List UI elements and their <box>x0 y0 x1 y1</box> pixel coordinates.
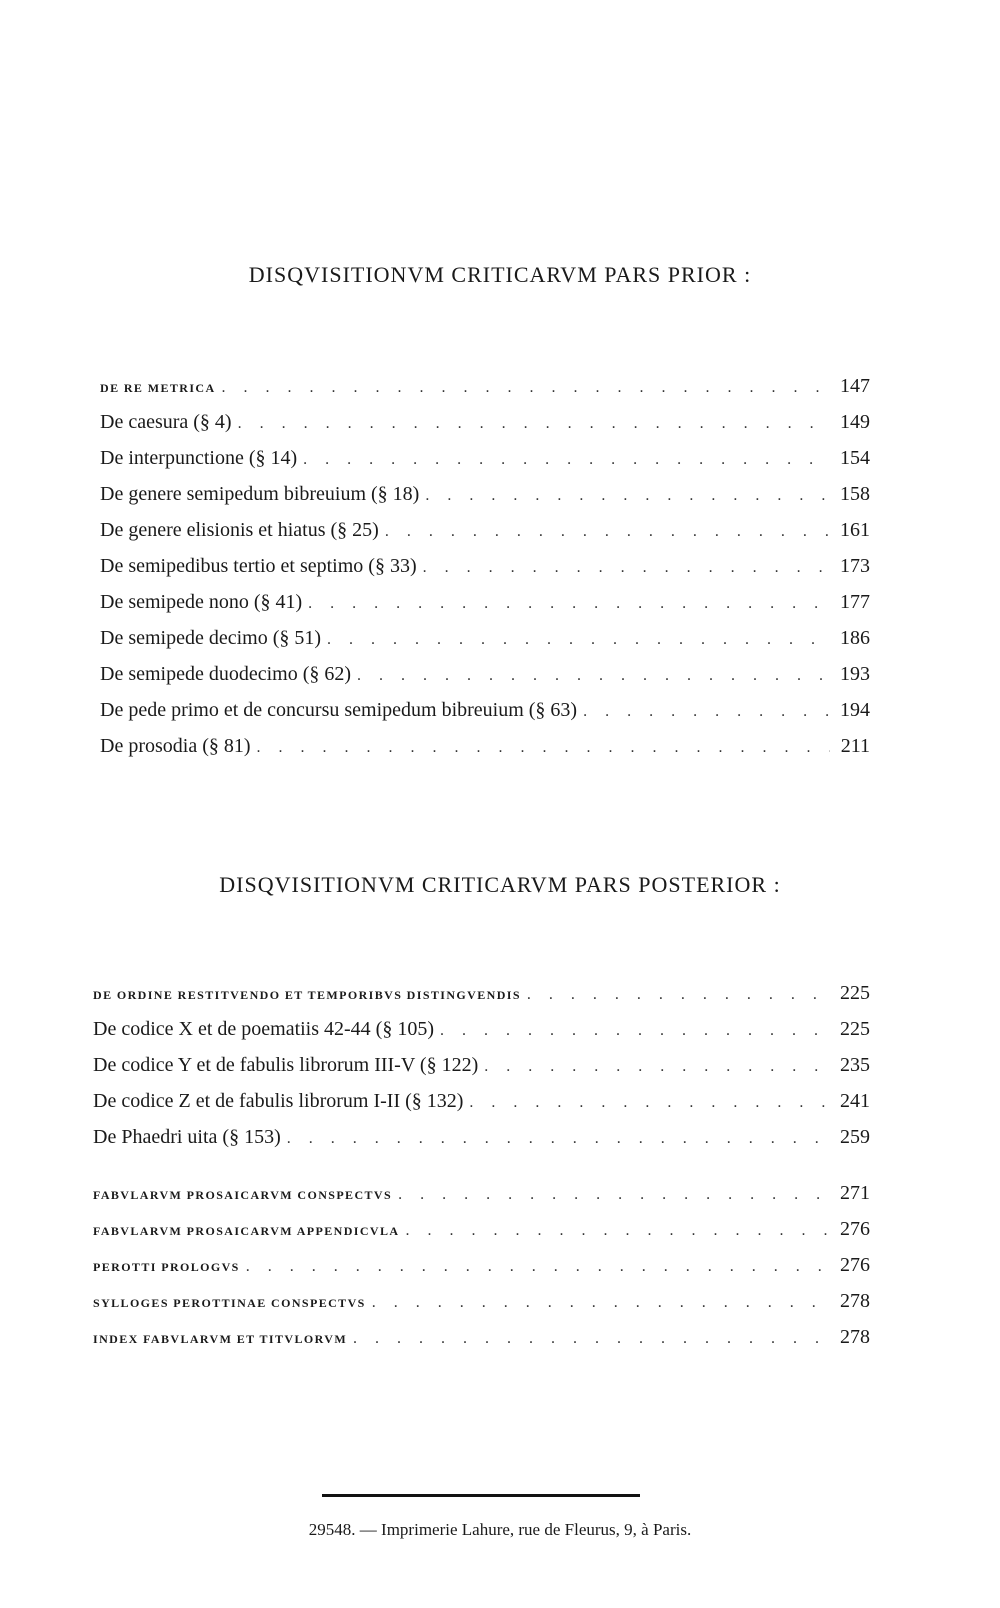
toc-entry <box>93 1011 870 1047</box>
toc-entry-title: De semipede nono (§ 41) <box>100 591 303 613</box>
toc-entry-title: De pede primo et de concursu semipedum bibreuium (§ 63) <box>100 699 578 721</box>
toc-entry-page: 158 <box>840 483 870 505</box>
toc-entry <box>100 440 870 476</box>
toc-part-prior <box>100 368 870 764</box>
toc-entry-page: 276 <box>840 1218 870 1240</box>
toc-entry <box>100 548 870 584</box>
toc-entry <box>93 1083 870 1119</box>
toc-entry-page: 147 <box>840 375 870 397</box>
part-posterior-heading: DISQVISITIONVM CRITICARVM PARS POSTERIOR : <box>219 872 781 897</box>
footer-rule <box>322 1494 640 1497</box>
toc-entry <box>93 1211 870 1247</box>
dot-leader <box>469 1085 830 1121</box>
dot-leader <box>287 1121 830 1157</box>
toc-entry-title: De codice Z et de fabulis librorum I-II (§ 132) <box>93 1090 464 1112</box>
toc-entry-title: De codice X et de poematiis 42-44 (§ 105) <box>93 1018 435 1040</box>
toc-entry-page: 278 <box>840 1326 870 1348</box>
toc-entry-page: 149 <box>840 411 870 433</box>
toc-entry-title: De semipede decimo (§ 51) <box>100 627 322 649</box>
dot-leader <box>238 406 830 442</box>
toc-entry-title: De semipede duodecimo (§ 62) <box>100 663 352 685</box>
toc-entry-page: 177 <box>840 591 870 613</box>
toc-entry-page: 225 <box>840 982 870 1004</box>
toc-entry <box>100 512 870 548</box>
toc-entry-page: 271 <box>840 1182 870 1204</box>
toc-entry <box>93 1175 870 1211</box>
dot-leader <box>398 1177 830 1213</box>
toc-entry <box>100 692 870 728</box>
toc-appendix <box>93 1175 870 1355</box>
dot-leader <box>222 370 830 406</box>
toc-entry-title: DE ORDINE RESTITVENDO ET TEMPORIBVS DISTINGVENDIS <box>93 988 521 1002</box>
dot-leader <box>357 658 830 694</box>
toc-entry <box>100 476 870 512</box>
dot-leader <box>303 442 830 478</box>
toc-entry-title: SYLLOGES PEROTTINAE CONSPECTVS <box>93 1296 366 1310</box>
dot-leader <box>327 622 830 658</box>
dot-leader <box>385 514 830 550</box>
toc-entry-page: 154 <box>840 447 870 469</box>
toc-entry <box>100 584 870 620</box>
toc-entry-title: INDEX FABVLARVM ET TITVLORVM <box>93 1332 348 1346</box>
toc-entry-title: De interpunctione (§ 14) <box>100 447 298 469</box>
dot-leader <box>405 1213 830 1249</box>
dot-leader <box>353 1321 830 1357</box>
toc-entry-page: 173 <box>840 555 870 577</box>
toc-entry <box>100 404 870 440</box>
toc-entry-page: 194 <box>840 699 870 721</box>
dot-leader <box>257 730 830 766</box>
toc-entry-page: 161 <box>840 519 870 541</box>
toc-entry-title: De Phaedri uita (§ 153) <box>93 1126 281 1148</box>
toc-entry-page: 235 <box>840 1054 870 1076</box>
dot-leader <box>308 586 830 622</box>
toc-entry <box>93 1247 870 1283</box>
toc-entry-title: FABVLARVM PROSAICARVM CONSPECTVS <box>93 1188 393 1202</box>
toc-entry-title: DE RE METRICA <box>100 381 216 395</box>
toc-entry-title: FABVLARVM PROSAICARVM APPENDICVLA <box>93 1224 400 1238</box>
toc-entry-page: 241 <box>840 1090 870 1112</box>
toc-entry <box>93 1119 870 1155</box>
toc-entry-page: 278 <box>840 1290 870 1312</box>
toc-entry <box>93 1283 870 1319</box>
dot-leader <box>484 1049 830 1085</box>
toc-entry <box>100 656 870 692</box>
toc-part-posterior <box>93 975 870 1155</box>
toc-entry-title: De codice Y et de fabulis librorum III-V (§ 122) <box>93 1054 479 1076</box>
toc-entry <box>100 728 870 764</box>
toc-entry <box>93 975 870 1011</box>
toc-entry-page: 211 <box>840 735 870 757</box>
printer-imprint: 29548. — Imprimerie Lahure, rue de Fleurus, 9, à Paris. <box>308 1520 692 1539</box>
dot-leader <box>423 550 830 586</box>
toc-entry-page: 193 <box>840 663 870 685</box>
toc-entry <box>93 1319 870 1355</box>
dot-leader <box>372 1285 830 1321</box>
dot-leader <box>425 478 830 514</box>
dot-leader <box>440 1013 830 1049</box>
toc-entry-page: 259 <box>840 1126 870 1148</box>
part-prior-heading: DISQVISITIONVM CRITICARVM PARS PRIOR : <box>248 262 752 287</box>
toc-entry <box>100 368 870 404</box>
toc-entry-title: De genere semipedum bibreuium (§ 18) <box>100 483 420 505</box>
toc-entry-title: De caesura (§ 4) <box>100 411 232 433</box>
toc-entry <box>93 1047 870 1083</box>
dot-leader <box>583 694 830 730</box>
toc-entry-title: De genere elisionis et hiatus (§ 25) <box>100 519 379 541</box>
dot-leader <box>527 977 830 1013</box>
dot-leader <box>246 1249 830 1285</box>
toc-entry-title: PEROTTI PROLOGVS <box>93 1260 240 1274</box>
toc-entry-page: 225 <box>840 1018 870 1040</box>
toc-entry-title: De prosodia (§ 81) <box>100 735 251 757</box>
toc-entry-page: 276 <box>840 1254 870 1276</box>
toc-entry-page: 186 <box>840 627 870 649</box>
toc-entry <box>100 620 870 656</box>
toc-entry-title: De semipedibus tertio et septimo (§ 33) <box>100 555 417 577</box>
